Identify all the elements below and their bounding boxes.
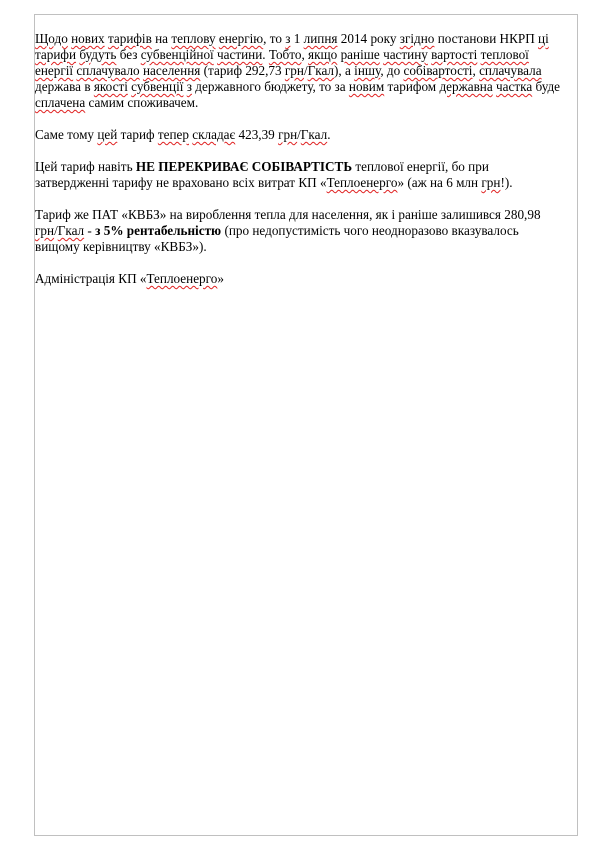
text-run: якщо xyxy=(308,47,338,62)
text-run: сплачена xyxy=(35,95,86,110)
text-run: , xyxy=(301,47,309,62)
text-run: 2014 року xyxy=(337,31,400,46)
text-run: Теплоенерго xyxy=(146,271,218,286)
text-run: Адміністрація КП « xyxy=(35,271,147,286)
text-run: грн xyxy=(278,127,298,142)
text-run: 423,39 xyxy=(235,127,279,142)
text-run: державного бюджету, то за xyxy=(191,79,349,94)
text-run: » (аж на 6 млн xyxy=(397,175,482,190)
text-run: Тариф же ПАТ «КВБЗ» на вироблення тепла для населення, як і раніше залишився 280,98 xyxy=(35,207,541,222)
text-run: тариф xyxy=(117,127,158,142)
text-run: якості xyxy=(93,79,128,94)
text-run: будуть xyxy=(79,47,117,62)
text-run: частка xyxy=(496,79,533,94)
text-run: собівартості xyxy=(403,63,473,78)
text-run: на xyxy=(151,31,172,46)
text-run: грн xyxy=(284,63,304,78)
text-run: нових xyxy=(71,31,105,46)
text-run: Цей тариф навіть xyxy=(35,159,136,174)
emphasis-text: з 5% рентабельністю xyxy=(95,223,222,238)
text-run: частину xyxy=(383,47,428,62)
text-run: Гкал xyxy=(307,63,335,78)
text-run: з xyxy=(285,31,291,46)
text-run: / xyxy=(297,127,301,142)
text-run: складає xyxy=(192,127,236,142)
text-run: буде xyxy=(532,79,561,94)
text-run: , xyxy=(472,63,480,78)
text-run: » xyxy=(217,271,224,286)
text-run: - xyxy=(84,223,96,238)
text-run: теплову xyxy=(171,31,216,46)
text-run: державна xyxy=(439,79,493,94)
text-run: теплової енергії, бо при xyxy=(352,159,489,174)
text-run: новим xyxy=(348,79,385,94)
paragraph-kvbz-tariff xyxy=(35,207,580,255)
text-run: тарифи xyxy=(35,47,77,62)
text-run: !). xyxy=(500,175,513,190)
text-run: сплачувало xyxy=(76,63,140,78)
text-run: ці xyxy=(538,31,549,46)
text-run: / xyxy=(54,223,58,238)
text-run: ), а xyxy=(334,63,355,78)
text-run: субвенційної xyxy=(140,47,214,62)
text-run: Гкал xyxy=(300,127,328,142)
text-run: тарифом xyxy=(384,79,440,94)
text-run: тарифів xyxy=(107,31,152,46)
text-run: Гкал xyxy=(57,223,85,238)
text-run: . xyxy=(262,47,269,62)
text-run: іншу xyxy=(354,63,381,78)
text-run: липня xyxy=(303,31,338,46)
text-run: згідно xyxy=(399,31,435,46)
paragraph-tariff-change xyxy=(35,31,580,111)
text-run: без xyxy=(116,47,141,62)
text-run: постанови НКРП xyxy=(434,31,539,46)
text-run: енергію xyxy=(218,31,264,46)
text-run: затвердженні тарифу не враховано всіх витрат КП « xyxy=(35,175,327,190)
text-run: теплової xyxy=(480,47,529,62)
text-run: частини xyxy=(217,47,263,62)
text-run: самим споживачем. xyxy=(85,95,199,110)
paragraph-new-tariff xyxy=(35,127,580,143)
text-run: субвенції xyxy=(131,79,184,94)
text-run: тепер xyxy=(157,127,189,142)
text-run: Саме тому xyxy=(35,127,98,142)
text-run: Тобто xyxy=(268,47,302,62)
text-run: , до xyxy=(380,63,404,78)
text-run: раніше xyxy=(340,47,380,62)
document-page xyxy=(34,14,578,836)
text-run: 1 xyxy=(290,31,304,46)
paragraph-signature xyxy=(35,271,580,287)
text-run: , то xyxy=(263,31,286,46)
text-run: грн xyxy=(35,223,55,238)
text-run: Теплоенерго xyxy=(326,175,398,190)
document-body xyxy=(35,31,580,303)
text-run: Щодо xyxy=(35,31,68,46)
emphasis-text: НЕ ПЕРЕКРИВАЄ СОБІВАРТІСТЬ xyxy=(135,159,353,174)
text-run: . xyxy=(327,127,331,142)
text-run: сплачувала xyxy=(479,63,542,78)
text-run: вищому керівництву «КВБЗ»). xyxy=(35,239,207,254)
text-run: (про недопустимість чого неодноразово вказувалось xyxy=(221,223,519,238)
text-run: з xyxy=(186,79,192,94)
text-run: держава в xyxy=(35,79,94,94)
text-run: / xyxy=(303,63,308,78)
text-run: населення xyxy=(142,63,201,78)
text-run: енергії xyxy=(35,63,74,78)
text-run: грн xyxy=(481,175,501,190)
text-run: (тариф 292,73 xyxy=(200,63,285,78)
paragraph-cost-coverage xyxy=(35,159,580,191)
text-run: цей xyxy=(97,127,118,142)
text-run: вартості xyxy=(431,47,478,62)
